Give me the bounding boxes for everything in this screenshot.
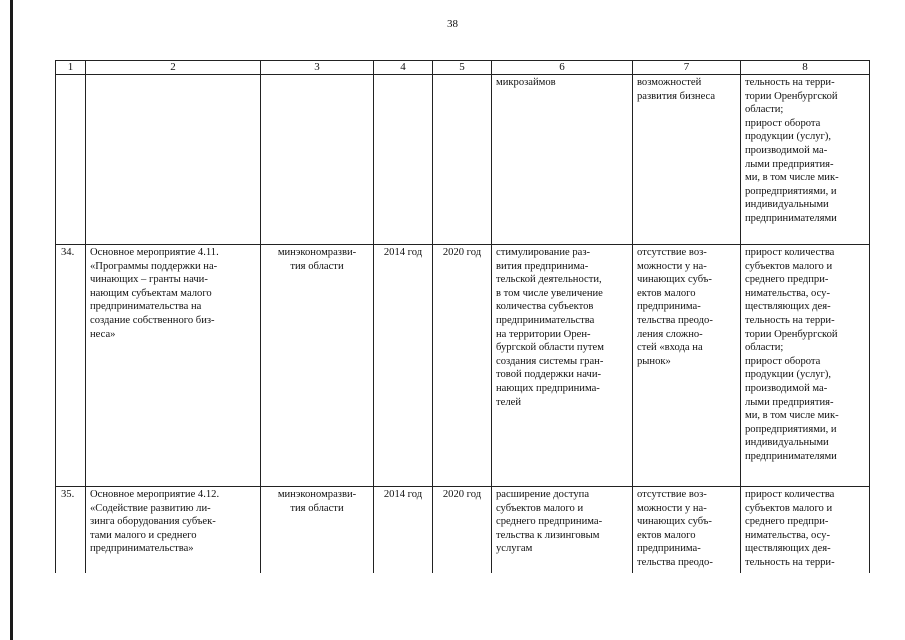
start-year-cell: 2014 год <box>374 487 433 573</box>
header-cell: 8 <box>741 61 870 75</box>
indicator-cell: прирост количества субъектов малого и среднего предпри- нимательства, осу- ществляющих дея- тельность на терри- <box>741 487 870 573</box>
end-year-cell: 2020 год <box>433 245 492 487</box>
event-cell: Основное мероприятие 4.12. «Содействие развитию ли- зинга оборудования субъек- тами малого и среднего предпринимательства» <box>86 487 261 573</box>
consequences-cell: возможностей развития бизнеса <box>633 75 741 245</box>
result-cell: стимулирование раз- вития предпринима- тельской деятельности, в том числе увеличение количества субъектов предпринимательства на территории Орен- бургской области путем создания системы гран- товой поддержки начи- нающих предпринима- телей <box>492 245 633 487</box>
header-cell: 2 <box>86 61 261 75</box>
executor-cell: минэкономразви- тия области <box>261 245 374 487</box>
end-year-cell <box>433 75 492 245</box>
header-cell: 4 <box>374 61 433 75</box>
indicator-cell: прирост количества субъектов малого и среднего предпри- нимательства, осу- ществляющих дея- тельность на терри- тории Оренбургской области; прирост оборота продукции (услуг), производимой ма- лыми предприятия- ми, в том числе мик- ропредприятиями, и индивидуальными предпринимателями <box>741 245 870 487</box>
consequences-cell: отсутствие воз- можности у на- чинающих субъ- ектов малого предпринима- тельства преодо- ления сложно- стей «входа на рынок» <box>633 245 741 487</box>
event-cell <box>86 75 261 245</box>
page-number: 38 <box>447 18 458 30</box>
result-cell: микрозаймов <box>492 75 633 245</box>
row-number: 35. <box>56 487 86 573</box>
program-activities-table <box>55 60 870 573</box>
executor-cell: минэкономразви- тия области <box>261 487 374 573</box>
header-cell: 5 <box>433 61 492 75</box>
end-year-cell: 2020 год <box>433 487 492 573</box>
table-row <box>56 245 870 487</box>
left-edge-line <box>10 0 13 640</box>
header-cell: 7 <box>633 61 741 75</box>
result-cell: расширение доступа субъектов малого и среднего предпринима- тельства к лизинговым услугам <box>492 487 633 573</box>
header-row <box>56 61 870 75</box>
start-year-cell <box>374 75 433 245</box>
header-cell: 3 <box>261 61 374 75</box>
header-cell: 1 <box>56 61 86 75</box>
header-cell: 6 <box>492 61 633 75</box>
start-year-cell: 2014 год <box>374 245 433 487</box>
event-cell: Основное мероприятие 4.11. «Программы поддержки на- чинающих – гранты начи- нающим субъектам малого предпринимательства на создание собственного биз- неса» <box>86 245 261 487</box>
table-row <box>56 75 870 245</box>
row-number: 34. <box>56 245 86 487</box>
executor-cell <box>261 75 374 245</box>
indicator-cell: тельность на терри- тории Оренбургской области; прирост оборота продукции (услуг), производимой ма- лыми предприятия- ми, в том числе мик- ропредприятиями, и индивидуальными предпринимателями <box>741 75 870 245</box>
table-row <box>56 487 870 573</box>
consequences-cell: отсутствие воз- можности у на- чинающих субъ- ектов малого предпринима- тельства преодо- <box>633 487 741 573</box>
row-number <box>56 75 86 245</box>
